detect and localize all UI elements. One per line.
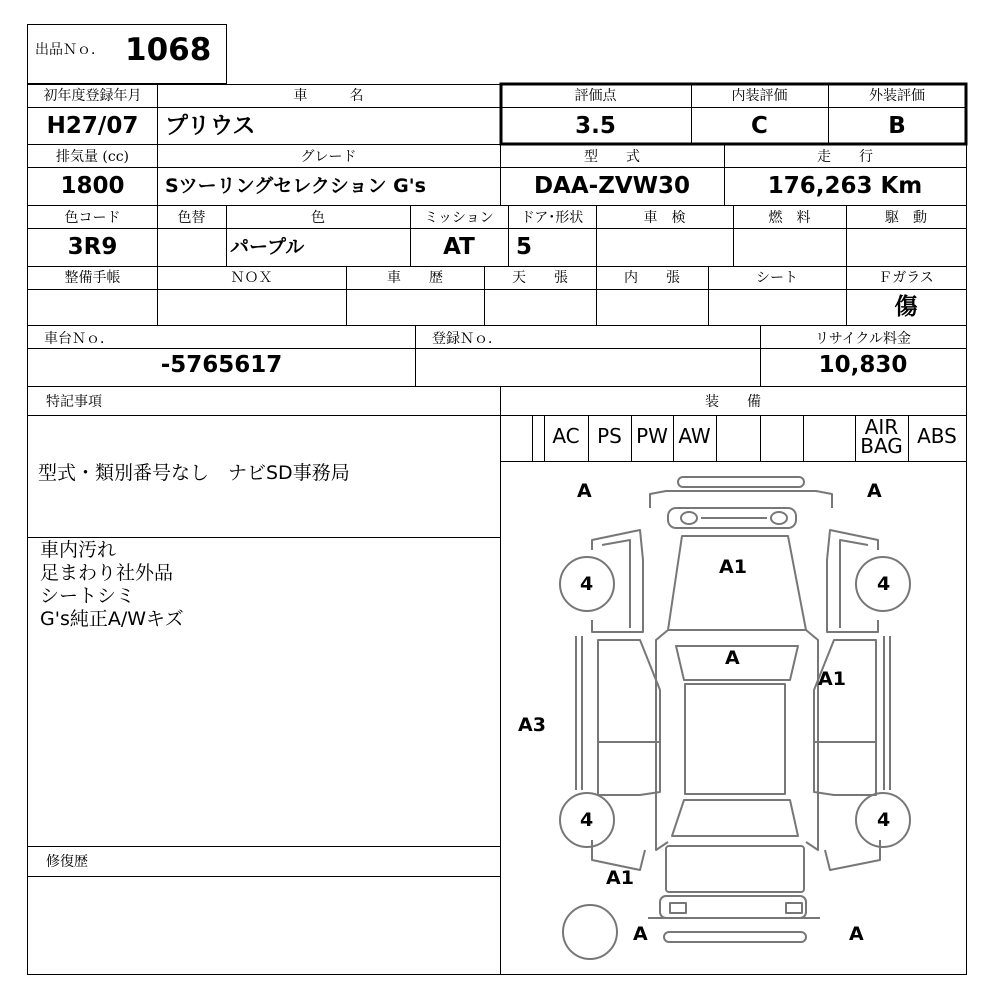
note-line-2: 足まわり社外品 bbox=[40, 562, 174, 584]
repair-history-label: 修復歴 bbox=[46, 854, 88, 870]
exterior-grade-label: 外装評価 bbox=[869, 88, 925, 104]
mark-tire-rear-left: 4 bbox=[580, 809, 594, 831]
chassis-value: -5765617 bbox=[160, 352, 283, 378]
front-glass-label: Ｆガラス bbox=[878, 270, 934, 286]
exterior-grade-value: B bbox=[888, 113, 906, 139]
score-label: 評価点 bbox=[574, 88, 617, 104]
inner-lining-label: 内 張 bbox=[624, 270, 680, 286]
equipment-ac: AC bbox=[552, 424, 580, 448]
registration-label: 初年度登録年月 bbox=[43, 88, 142, 104]
mission-value: AT bbox=[443, 234, 475, 260]
equipment-label: 装 備 bbox=[705, 394, 761, 410]
mileage-value: 176,263 Km bbox=[767, 173, 923, 199]
note-line-1: 車内汚れ bbox=[40, 539, 117, 561]
mark-rear: A1 bbox=[606, 867, 634, 889]
grade-label: グレード bbox=[300, 149, 357, 165]
equipment-aw: AW bbox=[678, 424, 711, 448]
registration-no-label: 登録Ｎｏ． bbox=[432, 331, 502, 347]
grade-value: Sツーリングセレクション G's bbox=[165, 175, 426, 197]
lot-number-value: 1068 bbox=[125, 32, 212, 68]
drive-label: 駆 動 bbox=[885, 210, 927, 226]
interior-grade-value: C bbox=[751, 113, 768, 139]
door-label: ドア･形状 bbox=[520, 210, 584, 226]
special-notes-line: 型式・類別番号なし ナビSD事務局 bbox=[38, 462, 350, 484]
color-label: 色 bbox=[311, 210, 325, 226]
color-code-label: 色コード bbox=[64, 210, 121, 226]
service-book-label: 整備手帳 bbox=[64, 270, 121, 286]
fuel-label: 燃 料 bbox=[768, 210, 811, 226]
lot-number-label: 出品Ｎｏ． bbox=[35, 42, 105, 58]
mark-front-left: A bbox=[577, 480, 592, 502]
model-label: 型 式 bbox=[584, 149, 640, 165]
equipment-ps: PS bbox=[597, 424, 622, 448]
recycle-fee-value: 10,830 bbox=[818, 352, 908, 378]
mark-rear-left: A bbox=[633, 923, 648, 945]
equipment-abs: ABS bbox=[917, 424, 957, 448]
recycle-fee-label: リサイクル料金 bbox=[814, 331, 912, 347]
mark-rear-right: A bbox=[849, 923, 864, 945]
mark-roof-front: A bbox=[725, 647, 740, 669]
door-value: 5 bbox=[516, 234, 533, 260]
roof-lining-label: 天 張 bbox=[512, 270, 568, 286]
nox-label: ＮＯＸ bbox=[230, 270, 273, 286]
chassis-label: 車台Ｎｏ． bbox=[44, 331, 114, 347]
seat-label: シート bbox=[756, 270, 798, 286]
mission-label: ミッション bbox=[424, 210, 494, 226]
mark-front-right: A bbox=[867, 480, 882, 502]
mark-hood: A1 bbox=[719, 556, 747, 578]
note-line-4: G's純正A/Wキズ bbox=[40, 608, 184, 630]
mark-left-side: A3 bbox=[518, 714, 546, 736]
mileage-label: 走 行 bbox=[817, 149, 873, 165]
color-value: パープル bbox=[230, 236, 305, 258]
displacement-label: 排気量 (cc) bbox=[55, 149, 130, 165]
mark-tire-rear-right: 4 bbox=[877, 809, 891, 831]
car-name-value: プリウス bbox=[165, 113, 256, 139]
mark-tire-front-left: 4 bbox=[580, 573, 594, 595]
model-value: DAA-ZVW30 bbox=[533, 173, 691, 199]
equipment-pw: PW bbox=[636, 424, 668, 448]
history-label: 車 歴 bbox=[387, 270, 443, 286]
equipment-airbag: AIR BAG bbox=[860, 415, 903, 458]
special-notes-label: 特記事項 bbox=[46, 394, 102, 410]
repaint-label: 色替 bbox=[177, 210, 206, 226]
mark-tire-front-right: 4 bbox=[877, 573, 891, 595]
note-line-3: シートシミ bbox=[40, 585, 136, 607]
front-glass-value: 傷 bbox=[894, 293, 918, 320]
car-name-label: 車 名 bbox=[293, 88, 364, 104]
inspection-label: 車 検 bbox=[643, 210, 686, 226]
interior-grade-label: 内装評価 bbox=[731, 88, 788, 104]
displacement-value: 1800 bbox=[60, 173, 125, 199]
color-code-value: 3R9 bbox=[67, 234, 118, 260]
score-value: 3.5 bbox=[575, 113, 616, 139]
registration-value: H27/07 bbox=[46, 113, 139, 139]
mark-right-side: A1 bbox=[818, 668, 846, 690]
